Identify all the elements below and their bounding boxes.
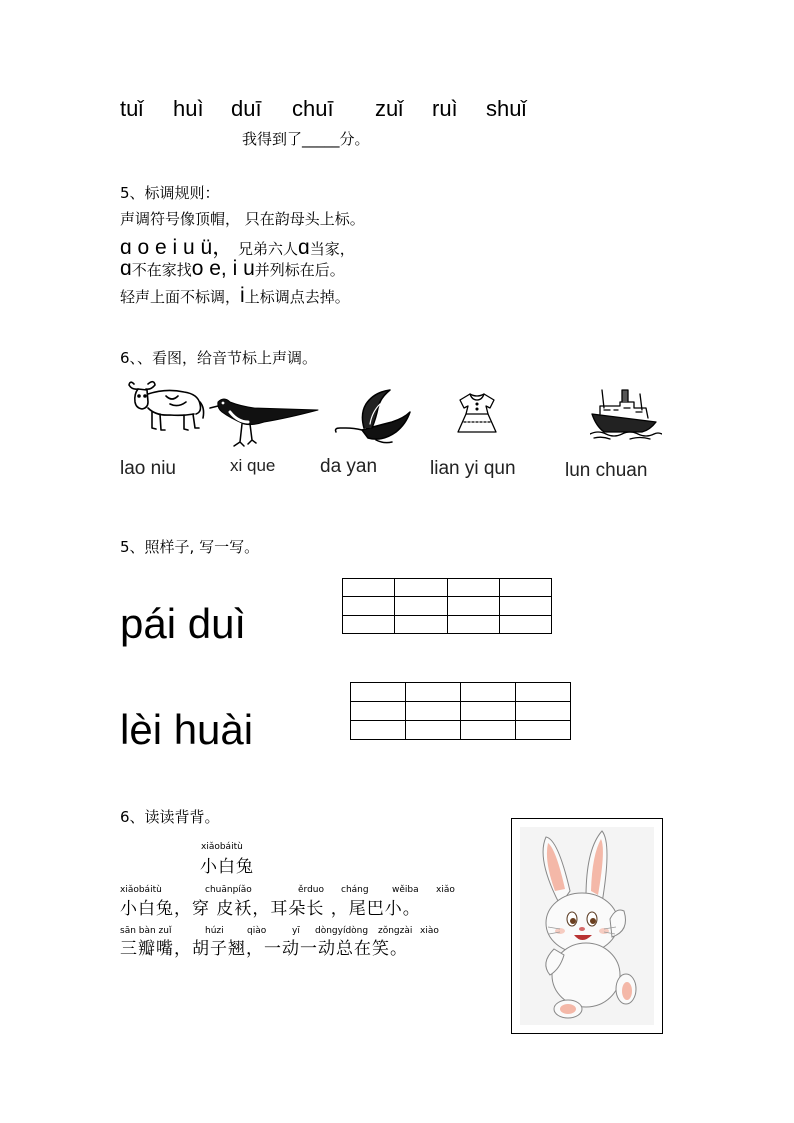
wild-goose-picture [332,388,414,446]
score-line: 我得到了_____分。 [242,130,370,148]
poem-pinyin: qiào [247,926,267,936]
poem-pinyin: xiǎobáitù [120,885,162,895]
rule-text: 兄弟六人 [233,240,299,258]
rabbit-frame [511,818,663,1034]
rule-text: 并列标在后。 [254,261,345,279]
writing-grid[interactable] [350,682,571,740]
pinyin-word: huì [173,96,204,121]
pinyin-word: shuǐ [486,96,527,121]
picture-label: lao niu [120,458,176,479]
rule-line-1: 声调符号像顶帽， 只在韵母头上标。 [120,210,365,228]
vowel-i-text: i [240,284,245,307]
ship-picture [590,384,662,442]
poem-pinyin: xiào [420,926,439,936]
rule-text: 上标调点去掉。 [244,288,350,306]
poem-pinyin: ěrduo [298,885,325,895]
practice-word: lèi huài [120,706,254,753]
vowel-a-text: ɑ [120,257,132,280]
vowel-a-text: ɑ [298,236,310,259]
poem-title: 小白兔 [200,857,254,877]
pinyin-word: zuǐ [375,96,404,121]
white-rabbit-picture [512,819,662,1033]
poem-pinyin: wěiba [392,885,419,895]
picture-label: lian yi qun [430,458,516,479]
example-word: pái duì [120,600,247,647]
poem-pinyin: chuānpíǎo [205,885,252,895]
magpie-picture [208,388,323,450]
poem-pinyin: xiǎo [436,885,455,895]
top-pinyin-row [0,96,794,126]
vowels-text: o e, i u [191,257,255,280]
vowels-text: ɑ o e i u ü， [120,236,234,259]
picture-label: lun chuan [565,460,648,481]
poem-pinyin: dòngyídòng [315,926,369,936]
rule-text: 轻声上面不标调， [120,288,241,306]
picture-label: da yan [320,456,378,477]
section-heading: 5、标调规则： [120,184,220,202]
dress-picture [454,390,500,436]
poem-title-pinyin: xiǎobáitù [201,842,243,852]
pinyin-word: ruì [432,96,458,121]
picture-label: xi que [230,456,276,475]
pinyin-word: duī [231,96,262,121]
poem-pinyin: sān bàn zuǐ [120,926,172,936]
rule-line-4 [120,284,350,308]
section-heading: 6、读读背背。 [120,808,220,826]
poem-pinyin: yī [292,926,300,936]
writing-grid[interactable] [342,578,552,634]
section-heading: 6、、看图，给音节标上声调。 [120,349,318,367]
rule-text: 不在家找 [131,261,192,279]
poem-pinyin: cháng [341,885,369,895]
ox-picture [126,378,206,436]
pinyin-word: chuī [292,96,334,121]
poem-pinyin: húzi [205,926,224,936]
rule-line-3 [120,257,345,281]
section-heading: 5、照样子, 写一写。 [120,538,260,556]
rule-text: 当家， [309,240,355,258]
poem-line: 小白兔，穿 皮袄，耳朵长 ，尾巴小。 [120,899,421,919]
pinyin-word: tuǐ [120,96,144,121]
poem-pinyin: zǒngzài [378,926,413,936]
poem-line: 三瓣嘴，胡子翘，一动一动总在笑。 [120,939,408,959]
